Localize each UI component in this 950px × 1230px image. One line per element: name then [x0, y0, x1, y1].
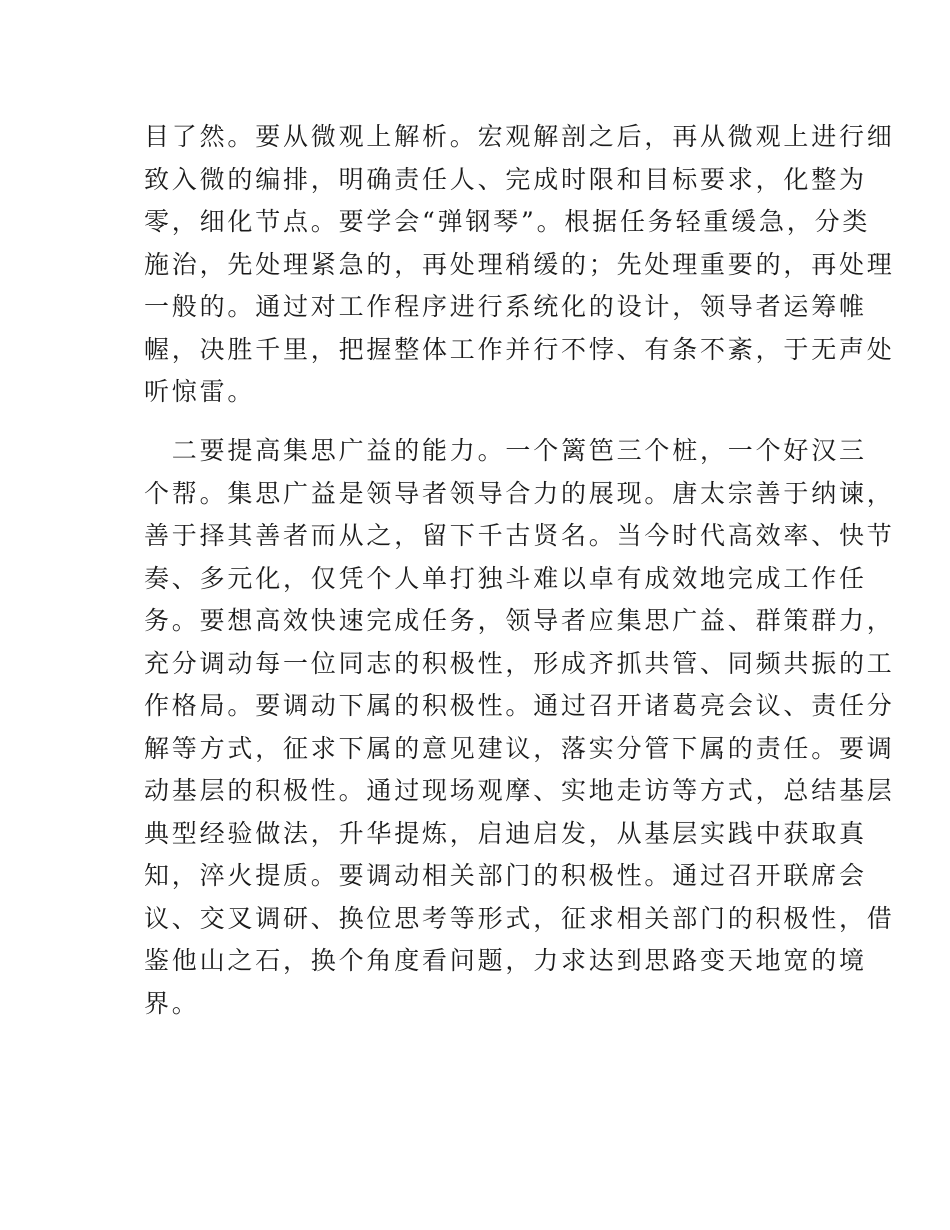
text-line: 二要提高集思广益的能力。一个篱笆三个桩，一个好汉三 [144, 436, 867, 465]
text-line: 施治，先处理紧急的，再处理稍缓的；先处理重要的，再处理 [144, 249, 895, 279]
text-line: 个帮。集思广益是领导者领导合力的展现。唐太宗善于纳谏， [144, 478, 895, 508]
text-line: 知，淬火提质。要调动相关部门的积极性。通过召开联席会 [144, 861, 867, 890]
text-line: 典型经验做法，升华提炼，启迪启发，从基层实践中获取真 [144, 818, 867, 848]
text-line: 零，细化节点。要学会“弹钢琴”。根据任务轻重缓急，分类 [144, 207, 871, 236]
paragraph-2 [144, 430, 895, 1025]
text-line: 议、交叉调研、换位思考等形式，征求相关部门的积极性，借 [144, 903, 895, 933]
text-line: 鉴他山之石，换个角度看问题，力求达到思路变天地宽的境 [144, 946, 867, 975]
text-line: 幄，决胜千里，把握整体工作并行不悖、有条不紊，于无声处 [144, 334, 895, 364]
text-line: 奏、多元化，仅凭个人单打独斗难以卓有成效地完成工作任 [144, 563, 867, 593]
text-line: 致入微的编排，明确责任人、完成时限和目标要求，化整为 [144, 164, 867, 194]
text-line: 务。要想高效快速完成任务，领导者应集思广益、群策群力， [144, 606, 895, 635]
text-line: 善于择其善者而从之，留下千古贤名。当今时代高效率、快节 [144, 521, 895, 550]
text-line: 充分调动每一位同志的积极性，形成齐抓共管、同频共振的工 [144, 648, 895, 678]
paragraph-1 [144, 116, 895, 414]
text-line: 界。 [144, 988, 200, 1018]
text-line: 目了然。要从微观上解析。宏观解剖之后，再从微观上进行细 [144, 122, 895, 151]
text-line: 动基层的积极性。通过现场观摩、实地走访等方式，总结基层 [144, 776, 895, 805]
text-line: 听惊雷。 [144, 377, 256, 406]
text-line: 解等方式，征求下属的意见建议，落实分管下属的责任。要调 [144, 733, 895, 763]
text-line: 作格局。要调动下属的积极性。通过召开诸葛亮会议、责任分 [144, 691, 895, 720]
text-line: 一般的。通过对工作程序进行系统化的设计，领导者运筹帷 [144, 292, 867, 321]
